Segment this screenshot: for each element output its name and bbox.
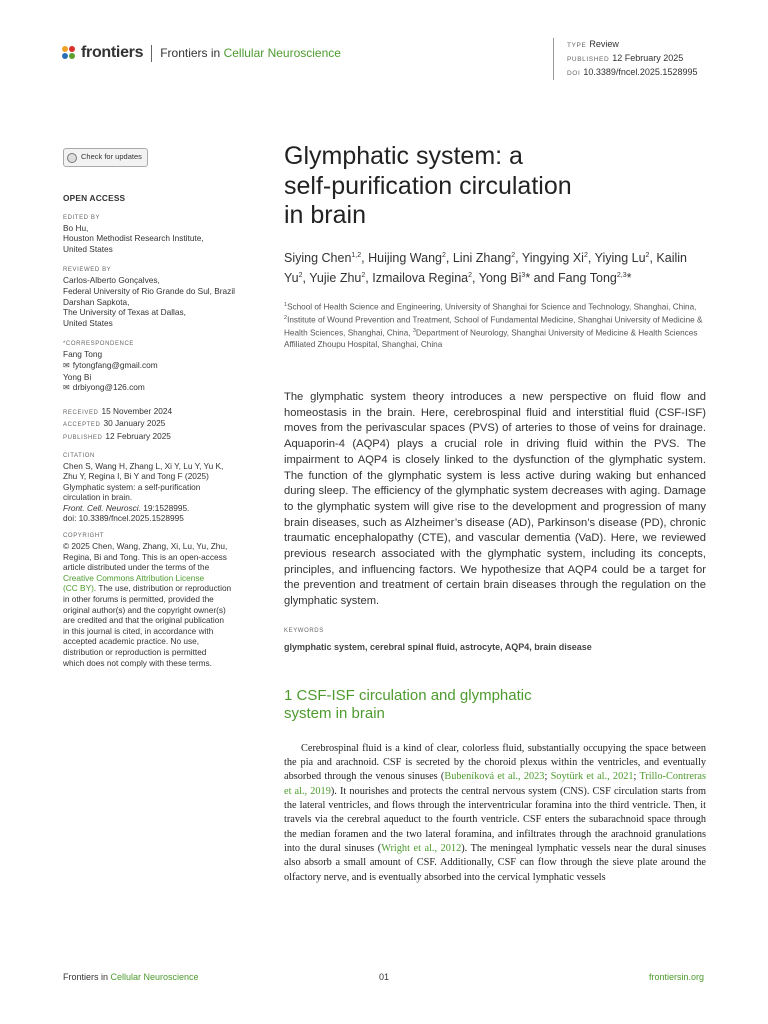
editor-line: Bo Hu, [63,222,89,233]
correspondence-name: Fang Tong [63,349,103,360]
reviewed-by-block [63,275,263,328]
correspondence-email-row[interactable] [63,360,263,372]
author-affiliation-sup: 3 [521,272,526,280]
affiliation-text: Institute of Wound Prevention and Treatment, School of Fundamental Medicine, Shanghai University of Medicine & Health Sciences, Shanghai, China, [284,315,703,339]
editor-line: Houston Methodist Research Institute, [63,233,204,244]
copyright-line: Regina, Bi and Tong. This is an open-access [63,551,227,562]
reviewed-by-label: REVIEWED BY [63,267,112,274]
abstract: The glymphatic system theory introduces a new perspective on fluid flow and homeostasis in the brain. Here, cerebrospinal fluid and interstitial fluid (CSF-ISF) moves from the perivascular spaces (PVS) of arteries to those of veins for drainage. Aquaporin-4 (AQP4) plays a crucial role in driving fluid within the PVS. The impairment to AQP4 is closely linked to the dysfunction of the glymphatic system. The function of the glymphatic system is less active during waking but enhanced during sleep. The efficiency of the glymphatic system decreases with aging. Damage to the glymphatic system will give rise to the development and progression of many brain diseases, such as Alzheimer’s disease (AD), Parkinson’s disease (PD), chronic traumatic encephalopathy (CTE), and vascular dementia (VaD). Here, we reviewed previous research associated with the glymphatic system, including its concepts, principles, and influencing factors. We hypothesize that AQP4 could be a target for the prevention and treatment of certain brain diseases through the regulation on the glymphatic system. [284,391,706,608]
author-name[interactable]: Izmailova Regina [372,271,469,286]
published-value: 12 February 2025 [612,53,684,63]
author-affiliation-sup: 2 [511,251,516,259]
section-title [284,687,706,723]
corresponding-star: * [626,271,632,286]
frontiers-logo-icon [62,46,77,61]
affiliation-text: Department of Neurology, Shanghai University of Medicine & Health Sciences Affiliated Zhoupu Hospital, Shanghai, China [284,329,698,349]
email-icon: ✉ [63,360,70,370]
body-text-run: ). It nourishes and protects the central nervous system (CNS). CSF circulation starts from the lateral ventricles, and flows through the interventricular foramina into the third ventricle. Then, it travels via the cerebral aqueduct to the fourth ventricle. CSF enters the subarachnoid space through the median foramen and the two lateral foramina, and infiltrates through the arachnoid granulations into the dural sinuses ( [284,785,706,854]
citation-link[interactable]: Wright et al., 2012 [381,842,462,854]
copyright-line: distribution or reproduction is permitted [63,647,207,657]
author-affiliation-sup: 2 [441,251,446,259]
open-access-label: OPEN ACCESS [63,193,126,203]
author-name[interactable]: Lini Zhang [452,250,512,265]
left-sidebar [63,148,263,668]
author-name[interactable]: Kailin Yu [284,250,687,286]
citation-line: Zhu Y, Regina I, Bi Y and Tong F (2025) [63,471,209,482]
journal-header [62,43,341,63]
author-affiliation-sup: 1,2 [351,251,362,259]
body-text-run: ; [544,771,551,783]
edited-by-label: EDITED BY [63,214,101,221]
correspondence-email[interactable]: drbiyong@126.com [72,382,145,393]
title-line: in brain [284,201,366,229]
citation-journal-line [63,503,263,514]
copyright-line: which does not comply with these terms. [63,657,212,668]
dates-block [63,406,263,444]
edited-by-block [63,223,263,255]
citation-label: CITATION [63,452,95,459]
copyright-line: article distributed under the terms of the [63,562,210,573]
author-affiliation-sup: 2 [468,272,473,280]
copyright-line: accepted academic practice. No use, [63,636,200,647]
accepted-key: ACCEPTED [63,422,101,429]
copyright-line: in this journal is cited, in accordance with [63,625,214,636]
copyright-line: original author(s) and the copyright owner(s) [63,604,226,615]
type-key: TYPE [567,42,587,49]
license-link[interactable]: Creative Commons Attribution License [63,572,205,583]
affiliation-sup: 3 [412,328,416,335]
correspondence-email-row[interactable] [63,382,263,394]
published-value: 12 February 2025 [105,430,171,441]
author-name[interactable]: Yong Bi [478,271,522,286]
accepted-value: 30 January 2025 [103,418,166,429]
received-row [63,406,263,419]
affiliation-sup: 1 [284,301,288,308]
journal-name: Cellular Neuroscience [223,46,341,60]
affiliations [284,300,706,350]
check-updates-label: Check for updates [81,152,142,162]
article-meta [553,38,697,80]
type-value: Review [589,39,619,49]
copyright-line: © 2025 Chen, Wang, Zhang, Xi, Lu, Yu, Zhu, [63,541,228,552]
body-text-run: ). The meningeal lymphatic vessels near the dural sinuses also absorb a small amount of CSF. Additionally, CSF can flow through the sieve plate around the olfactory nerve, and is eventually absorbed into the cervical lymphatic vessels [284,842,706,883]
published-key: PUBLISHED [567,56,610,63]
reviewer-line: United States [63,317,113,328]
journal-prefix: Frontiers in [160,46,224,60]
check-updates-button[interactable] [63,148,148,167]
citation-link[interactable]: Bubeníková et al., 2023 [444,771,545,783]
footer-journal[interactable] [63,972,199,982]
doi-key: DOI [567,70,581,77]
author-affiliation-sup: 2 [298,272,303,280]
citation-journal: Front. Cell. Neurosci. [63,502,141,513]
citation-link[interactable]: Soytürk et al., 2021 [550,771,634,783]
correspondence-name: Yong Bi [63,371,92,382]
copyright-line: are credited and that the original publication [63,615,224,626]
reviewer-line: The University of Texas at Dallas, [63,307,186,318]
correspondence-block [63,349,263,393]
author-name[interactable]: Siying Chen [284,250,352,265]
editor-line: United States [63,243,113,254]
citation-line: Glymphatic system: a self-purification [63,481,201,492]
author-name[interactable]: and Fang Tong [533,271,617,286]
author-affiliation-sup: 2 [645,251,650,259]
citation-volume: 19:1528995. [140,502,190,513]
body-text-run: Cerebrospinal fluid is a kind of clear, colorless fluid, substantially occupying the space between the pia and arachnoid. CSF is secreted by the choroid plexus within the ventricles, and eventually absorbed through the venous sinuses ( [284,742,706,783]
published-row [63,431,263,444]
article-title [284,142,706,231]
copyright-line: . The use, distribution or reproduction [93,583,232,594]
keywords-label: KEYWORDS [284,627,324,634]
author-list: Siying Chen$^{1,2}$, Huijing Wang$^2$, Lini Zhang$^2$, Yingying Xi$^2$, Yiying Lu$^2$, Kailin Yu$^2$, Yujie Zhu$^2$, Izmailova Regina$^2$, Yong Bi$^3$* and Fang Tong$^{2,3}$* [284,250,687,286]
author-name[interactable]: Yujie Zhu [309,271,362,286]
citation-link[interactable]: Trillo-Contreras et al., 2019 [284,771,707,797]
doi-value[interactable]: 10.3389/fncel.2025.1528995 [583,67,698,77]
copyright-label: COPYRIGHT [63,533,105,540]
logo-wordmark: frontiers [81,44,144,61]
check-updates-icon [67,153,77,163]
keywords: glymphatic system, cerebral spinal fluid, astrocyte, AQP4, brain disease [284,641,592,652]
author-name[interactable]: Huijing Wang [368,250,442,265]
author-name[interactable]: Yiying Lu [594,250,646,265]
received-value: 15 November 2024 [101,405,173,416]
title-line: Glymphatic system: a [284,142,523,170]
reviewer-line: Darshan Sapkota, [63,296,130,307]
citation-line: circulation in brain. [63,492,133,503]
body-paragraph [284,742,706,885]
copyright-block [63,541,263,668]
email-icon: ✉ [63,383,70,393]
article-main [284,142,706,885]
received-key: RECEIVED [63,409,99,416]
reviewer-line: Carlos-Alberto Gonçalves, [63,275,160,286]
corresponding-star: * [525,271,531,286]
author-affiliation-sup: 2 [361,272,366,280]
citation-line: Chen S, Wang H, Zhang L, Xi Y, Lu Y, Yu K, [63,460,224,471]
author-affiliation-sup: 2 [583,251,588,259]
body-text-run: ; [633,771,640,783]
affiliation-text: School of Health Science and Engineering, University of Shanghai for Science and Technology, Shanghai, China, [287,302,697,312]
license-link-short[interactable]: (CC BY) [63,583,94,594]
frontiers-logo[interactable] [62,44,143,62]
reviewer-line: Federal University of Rio Grande do Sul, Brazil [63,285,236,296]
page-footer [63,972,704,982]
correspondence-email[interactable]: fytongfang@gmail.com [72,359,158,370]
section-title-line: 1 CSF-ISF circulation and glymphatic [284,686,532,704]
footer-journal-prefix: Frontiers in [63,972,111,982]
page-number: 01 [379,972,390,982]
affiliation-sup: 2 [284,315,288,322]
author-affiliation-sup: 2,3 [616,272,627,280]
journal-title[interactable] [160,46,341,60]
published-key: PUBLISHED [63,434,103,441]
correspondence-label: *CORRESPONDENCE [63,341,135,348]
header-divider [151,45,152,62]
accepted-row [63,418,263,431]
title-line: self-purification circulation [284,171,572,200]
citation-doi[interactable]: doi: 10.3389/fncel.2025.1528995 [63,513,184,524]
citation-block [63,461,263,525]
footer-site-link[interactable]: frontiersin.org [648,972,704,982]
author-name[interactable]: Yingying Xi [521,250,584,265]
section-title-line: system in brain [284,704,385,722]
copyright-line: in other forums is permitted, provided the [63,594,214,605]
footer-journal-name: Cellular Neuroscience [110,972,199,982]
